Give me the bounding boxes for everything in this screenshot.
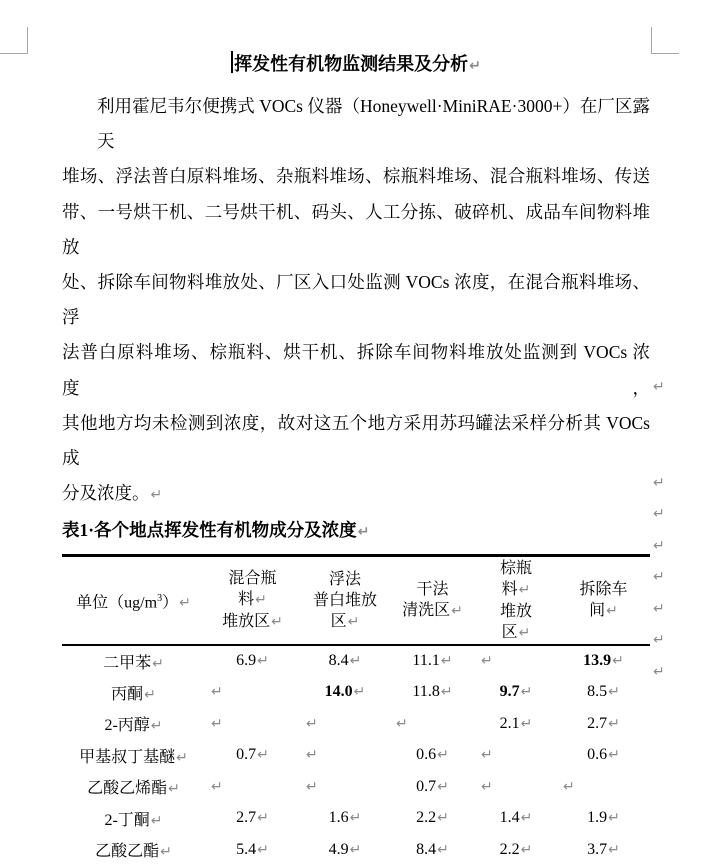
row-label: [62, 771, 205, 803]
pilcrow-mark: ↵: [211, 778, 223, 795]
pilcrow-mark: ↵: [653, 632, 665, 648]
header-line: [300, 611, 390, 633]
pilcrow-mark: ↵: [144, 686, 156, 703]
table-cell: [475, 708, 557, 740]
row-label: [62, 739, 205, 771]
header-line: 堆放: [499, 602, 532, 620]
header-line: [557, 600, 650, 622]
pilcrow-mark: ↵: [653, 475, 665, 491]
paragraph-line: 法普白原料堆场、棕瓶料、烘干机、拆除车间物料堆放处监测到 VOCs 浓度，: [62, 342, 650, 398]
table-cell: [205, 645, 300, 677]
header-line-text: 料: [238, 591, 255, 609]
pilcrow-mark: ↵: [469, 58, 481, 74]
table-cell: [390, 834, 475, 865]
table-cell: [300, 739, 390, 771]
table-cell: [205, 802, 300, 834]
col-header-mixed-bottle-area: [205, 556, 300, 645]
pilcrow-mark: ↵: [150, 812, 163, 829]
pilcrow-mark: ↵: [563, 778, 575, 795]
header-line: 普白堆放: [312, 591, 377, 609]
pilcrow-mark: ↵: [520, 810, 533, 827]
pilcrow-mark: ↵: [608, 810, 620, 827]
pilcrow-mark: ↵: [160, 844, 172, 861]
cell-value: 0.6: [587, 746, 608, 764]
pilcrow-mark: ↵: [176, 749, 188, 766]
col-header-demolition-workshop: [557, 556, 650, 645]
text-cursor: [231, 51, 233, 73]
pilcrow-mark: ↵: [152, 655, 164, 672]
pilcrow-mark: ↵: [257, 653, 269, 670]
header-line: [475, 579, 557, 601]
table-cell: [205, 771, 300, 803]
table-row: [62, 739, 650, 771]
pilcrow-mark: ↵: [653, 379, 665, 395]
pilcrow-mark: ↵: [608, 684, 620, 701]
compound-name: 乙酸乙酯: [95, 843, 160, 861]
row-label: [62, 708, 205, 740]
cell-value: 1.9: [587, 809, 608, 827]
margin-corner-mark-left: [0, 27, 28, 54]
margin-corner-mark-right: [651, 27, 679, 54]
cell-value: 2.2: [416, 809, 437, 827]
table-cell: [300, 802, 390, 834]
paragraph-line: 其他地方均未检测到浓度，故对这五个地方采用苏玛罐法采样分析其 VOCs 成: [62, 412, 650, 469]
compound-name: 2-丙醇: [104, 717, 150, 735]
table-cell: [475, 645, 557, 677]
pilcrow-mark: ↵: [349, 810, 362, 827]
pilcrow-mark: ↵: [437, 841, 449, 858]
table-cell: [557, 739, 650, 771]
table-cell: [475, 771, 557, 803]
col-header-dry-cleaning-area: [390, 556, 475, 645]
paragraph-line: 处、拆除车间物料堆放处、厂区入口处监测 VOCs 浓度，在混合瓶料堆场、浮: [62, 272, 650, 328]
table-caption: [62, 513, 650, 550]
pilcrow-mark: ↵: [612, 653, 624, 670]
paragraph-line-text: 分及浓度。: [62, 483, 150, 504]
pilcrow-mark: ↵: [520, 715, 533, 732]
pilcrow-mark: ↵: [357, 524, 370, 541]
unit-text: ）: [162, 593, 179, 611]
pilcrow-mark: ↵: [653, 601, 665, 617]
table-cell: [300, 676, 390, 708]
cell-value: 2.2: [499, 840, 520, 858]
table-cell: [205, 708, 300, 740]
header-line: [205, 611, 300, 633]
pilcrow-mark: ↵: [608, 747, 620, 764]
table-cell: [300, 834, 390, 865]
cell-value: 13.9: [583, 652, 612, 670]
compound-name: 乙酸乙烯酯: [87, 780, 168, 798]
pilcrow-mark: ↵: [257, 810, 269, 827]
table-cell: [205, 676, 300, 708]
table-cell: [475, 802, 557, 834]
pilcrow-mark: ↵: [211, 715, 223, 732]
title-text: 挥发性有机物监测结果及分析: [234, 54, 469, 74]
table-row: [62, 802, 650, 834]
cell-value: 8.4: [416, 840, 437, 858]
cell-value: 3.7: [587, 840, 608, 858]
page-title: [62, 46, 650, 82]
col-header-unit: [62, 556, 205, 645]
pilcrow-mark: ↵: [481, 747, 493, 764]
header-line: [475, 622, 557, 644]
col-header-float-glass-area: [300, 556, 390, 645]
pilcrow-mark: ↵: [518, 581, 531, 598]
pilcrow-mark: ↵: [306, 715, 318, 732]
table-cell: [475, 834, 557, 865]
row-label: [62, 802, 205, 834]
compound-name: 甲基叔丁基醚: [79, 748, 176, 766]
cell-value: 4.9: [328, 840, 349, 858]
header-line-text: 区: [501, 623, 518, 641]
pilcrow-mark: ↵: [353, 684, 366, 701]
pilcrow-mark: ↵: [440, 684, 453, 701]
cell-value: 2.1: [499, 714, 520, 732]
paragraph-line: 利用霍尼韦尔便携式 VOCs 仪器（Honeywell·MiniRAE·3000+）在厂区露天: [97, 96, 650, 152]
table-cell: [557, 708, 650, 740]
header-line: 混合瓶: [228, 570, 277, 588]
table-cell: [557, 645, 650, 677]
row-label: [62, 676, 205, 708]
pilcrow-mark: ↵: [451, 603, 463, 620]
paragraph-line: 堆场、浮法普白原料堆场、杂瓶料堆场、棕瓶料堆场、混合瓶料堆场、传送: [62, 166, 650, 187]
pilcrow-mark: ↵: [349, 841, 362, 858]
cell-value: 0.7: [416, 777, 437, 795]
table-cell: [390, 708, 475, 740]
pilcrow-mark: ↵: [437, 810, 449, 827]
table-cell: [390, 676, 475, 708]
table-row: [62, 834, 650, 865]
pilcrow-mark: ↵: [518, 624, 531, 641]
cell-value: 8.5: [587, 683, 608, 701]
header-line-text: 料: [501, 580, 518, 598]
pilcrow-mark: ↵: [396, 715, 408, 732]
pilcrow-mark: ↵: [606, 603, 618, 620]
cell-value: 6.9: [236, 652, 257, 670]
cell-value: 11.8: [412, 683, 440, 701]
header-line: 拆除车: [579, 581, 628, 599]
pilcrow-mark: ↵: [257, 841, 269, 858]
pilcrow-mark: ↵: [608, 841, 620, 858]
pilcrow-mark: ↵: [150, 718, 163, 735]
pilcrow-mark: ↵: [349, 653, 362, 670]
paragraph-line: 带、一号烘干机、二号烘干机、码头、人工分拣、破碎机、成品车间物料堆放: [62, 201, 650, 257]
table-row: [62, 708, 650, 740]
header-line: 干法: [416, 581, 449, 599]
unit-superscript: 3: [157, 592, 163, 604]
header-line-text: 区: [330, 612, 347, 630]
pilcrow-mark: ↵: [653, 538, 665, 554]
pilcrow-mark: ↵: [437, 747, 449, 764]
cell-value: 1.4: [499, 809, 520, 827]
pilcrow-mark: ↵: [257, 747, 269, 764]
pilcrow-mark: ↵: [150, 487, 163, 504]
row-label: [62, 645, 205, 677]
pilcrow-mark: ↵: [481, 778, 493, 795]
table-cell: [205, 834, 300, 865]
document-edit-area[interactable]: [62, 0, 665, 865]
pilcrow-mark: ↵: [306, 747, 318, 764]
table-row: [62, 676, 650, 708]
table-cell: [557, 834, 650, 865]
pilcrow-mark: ↵: [653, 569, 665, 585]
table-cell: [205, 739, 300, 771]
pilcrow-mark: ↵: [481, 653, 493, 670]
table-header-row: [62, 556, 650, 645]
header-line: 浮法: [328, 570, 361, 588]
table-cell: [557, 676, 650, 708]
table-cell: [390, 771, 475, 803]
cell-value: 0.6: [416, 746, 437, 764]
cell-value: 14.0: [324, 683, 353, 701]
compound-name: 二甲苯: [103, 654, 152, 672]
header-line-text: 清洗区: [402, 602, 451, 620]
pilcrow-mark: ↵: [306, 778, 318, 795]
body-paragraph: [62, 89, 650, 513]
cell-value: 8.4: [328, 652, 349, 670]
pilcrow-mark: ↵: [653, 664, 665, 680]
col-header-brown-bottle-area: [475, 556, 557, 645]
cell-value: 2.7: [587, 714, 608, 732]
pilcrow-mark: ↵: [211, 684, 223, 701]
cell-value: 9.7: [499, 683, 520, 701]
cell-value: 2.7: [236, 809, 257, 827]
table-row: [62, 645, 650, 677]
pilcrow-mark: ↵: [520, 684, 533, 701]
voc-table: [62, 554, 650, 865]
header-line: [205, 589, 300, 611]
compound-name: 2-丁酮: [104, 811, 150, 829]
table-row: [62, 771, 650, 803]
pilcrow-mark: ↵: [179, 594, 191, 611]
cell-value: 1.6: [328, 809, 349, 827]
table-cell: [390, 802, 475, 834]
table-cell: [557, 771, 650, 803]
pilcrow-mark: ↵: [255, 592, 267, 609]
unit-text: 单位（ug/m: [76, 593, 158, 611]
compound-name: 丙酮: [111, 685, 144, 703]
table-cell: [300, 708, 390, 740]
header-line: [390, 600, 475, 622]
header-line-text: 间: [589, 602, 606, 620]
table-caption-text: 表1·各个地点挥发性有机物成分及浓度: [62, 520, 357, 541]
pilcrow-mark: ↵: [271, 614, 283, 631]
table-cell: [390, 645, 475, 677]
table-cell: [557, 802, 650, 834]
row-label: [62, 834, 205, 865]
header-line-text: 堆放区: [222, 613, 271, 631]
cell-value: 11.1: [412, 652, 440, 670]
table-cell: [475, 739, 557, 771]
pilcrow-mark: ↵: [440, 653, 453, 670]
cell-value: 0.7: [236, 746, 257, 764]
pilcrow-mark: ↵: [437, 778, 449, 795]
pilcrow-mark: ↵: [653, 506, 665, 522]
pilcrow-mark: ↵: [168, 781, 180, 798]
paragraph-line: [62, 476, 650, 513]
header-line: 棕瓶: [499, 559, 532, 577]
pilcrow-mark: ↵: [520, 841, 533, 858]
table-cell: [300, 645, 390, 677]
table-cell: [475, 676, 557, 708]
cell-value: 5.4: [236, 840, 257, 858]
pilcrow-mark: ↵: [608, 715, 620, 732]
table-cell: [390, 739, 475, 771]
table-cell: [300, 771, 390, 803]
pilcrow-mark: ↵: [347, 613, 360, 630]
